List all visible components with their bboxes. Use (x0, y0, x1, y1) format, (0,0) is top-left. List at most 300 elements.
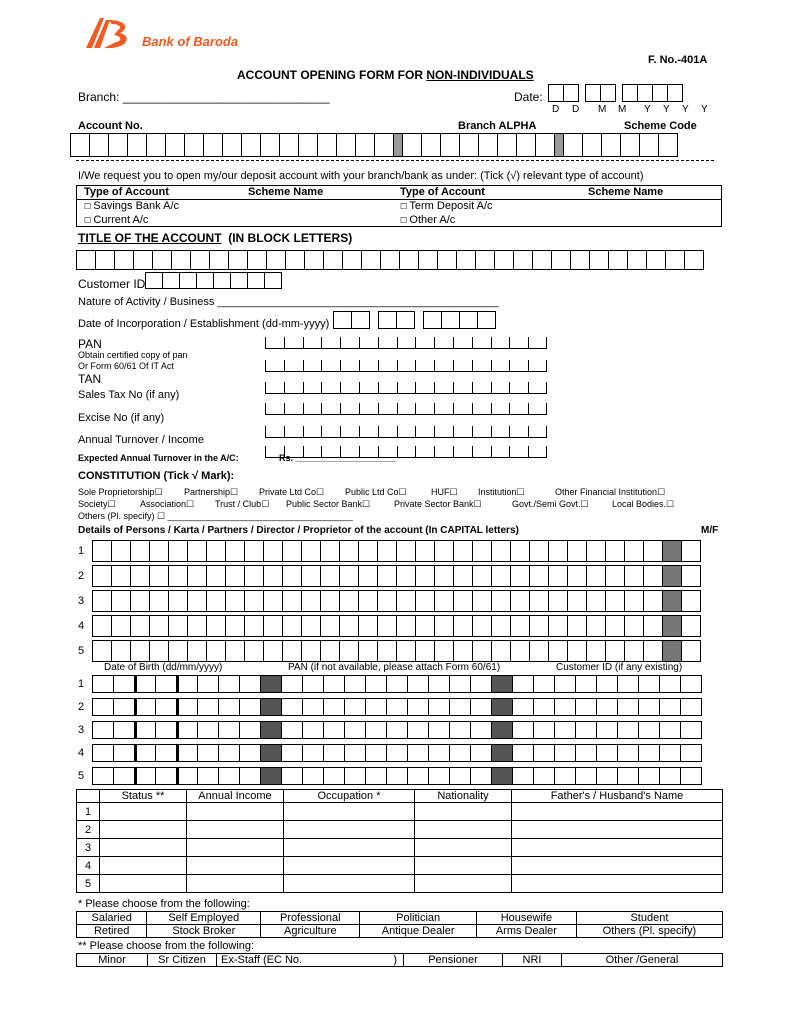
input-box[interactable] (681, 640, 701, 662)
input-box[interactable] (155, 675, 177, 693)
input-box[interactable] (680, 721, 702, 739)
input-box[interactable] (624, 565, 644, 587)
input-box[interactable] (434, 640, 454, 662)
input-box[interactable] (358, 640, 378, 662)
input-box[interactable] (680, 767, 702, 785)
input-box[interactable] (206, 540, 226, 562)
input-box[interactable] (658, 133, 678, 157)
input-box[interactable] (407, 744, 429, 762)
input-box[interactable] (239, 675, 261, 693)
input-box[interactable] (130, 565, 150, 587)
dob-pan-custid-row[interactable] (92, 675, 701, 693)
input-box[interactable] (344, 767, 366, 785)
input-box[interactable] (510, 540, 530, 562)
input-box[interactable] (434, 565, 454, 587)
input-box[interactable] (608, 250, 628, 270)
input-box[interactable] (365, 767, 387, 785)
input-box[interactable] (415, 615, 435, 637)
input-box[interactable] (203, 133, 223, 157)
input-box[interactable] (472, 540, 492, 562)
input-box[interactable] (662, 590, 682, 612)
input-box[interactable] (247, 272, 265, 289)
dob-pan-custid-row[interactable] (92, 698, 701, 716)
input-box[interactable] (510, 615, 530, 637)
const-private-ltd[interactable]: Private Ltd Co☐ (259, 487, 325, 497)
input-box[interactable] (624, 640, 644, 662)
input-box[interactable] (453, 565, 473, 587)
input-box[interactable] (282, 565, 302, 587)
input-box[interactable] (681, 540, 701, 562)
input-box[interactable] (567, 565, 587, 587)
input-box[interactable] (529, 540, 549, 562)
input-box[interactable] (222, 133, 242, 157)
input-box[interactable] (184, 133, 204, 157)
input-box[interactable] (282, 590, 302, 612)
input-box[interactable] (179, 272, 197, 289)
input-box[interactable] (323, 721, 345, 739)
const-huf[interactable]: HUF☐ (431, 487, 458, 497)
input-box[interactable] (453, 540, 473, 562)
input-box[interactable] (302, 721, 324, 739)
input-box[interactable] (449, 767, 471, 785)
input-box[interactable] (130, 590, 150, 612)
input-box[interactable] (168, 590, 188, 612)
input-box[interactable] (567, 590, 587, 612)
dob-pan-custid-row[interactable] (92, 767, 701, 785)
const-govt[interactable]: Govt./Semi Govt.☐ (512, 499, 589, 509)
input-box[interactable] (225, 540, 245, 562)
input-box[interactable] (386, 744, 408, 762)
input-box[interactable] (638, 744, 660, 762)
input-box[interactable] (134, 767, 156, 785)
input-box[interactable] (263, 615, 283, 637)
input-box[interactable] (440, 133, 460, 157)
input-box[interactable] (624, 615, 644, 637)
const-trust[interactable]: Trust / Club☐ (215, 499, 270, 509)
input-box[interactable] (386, 767, 408, 785)
const-private-bank[interactable]: Private Sector Bank☐ (394, 499, 482, 509)
input-box[interactable] (92, 615, 112, 637)
const-other-fi[interactable]: Other Financial Institution☐ (555, 487, 666, 497)
input-box[interactable] (548, 540, 568, 562)
input-box[interactable] (470, 744, 492, 762)
input-box[interactable] (470, 698, 492, 716)
input-box[interactable] (533, 721, 555, 739)
input-box[interactable] (206, 590, 226, 612)
date-box[interactable] (622, 84, 638, 102)
input-box[interactable] (323, 767, 345, 785)
input-box[interactable] (239, 698, 261, 716)
input-box[interactable] (529, 615, 549, 637)
input-box[interactable] (113, 698, 135, 716)
input-box[interactable] (396, 590, 416, 612)
input-box[interactable] (168, 540, 188, 562)
input-box[interactable] (176, 675, 198, 693)
date-box[interactable] (563, 84, 579, 102)
input-box[interactable] (260, 675, 282, 693)
input-box[interactable] (304, 250, 324, 270)
input-box[interactable] (512, 744, 534, 762)
input-box[interactable] (279, 133, 299, 157)
input-box[interactable] (134, 675, 156, 693)
input-box[interactable] (428, 744, 450, 762)
input-box[interactable] (377, 615, 397, 637)
input-box[interactable] (601, 133, 621, 157)
input-box[interactable] (453, 590, 473, 612)
input-box[interactable] (344, 744, 366, 762)
input-box[interactable] (396, 540, 416, 562)
input-box[interactable] (596, 698, 618, 716)
input-box[interactable] (130, 640, 150, 662)
input-box[interactable] (149, 590, 169, 612)
title-boxes[interactable] (76, 250, 703, 270)
input-box[interactable] (155, 698, 177, 716)
input-box[interactable] (339, 640, 359, 662)
input-box[interactable] (260, 133, 280, 157)
input-box[interactable] (244, 615, 264, 637)
input-box[interactable] (567, 615, 587, 637)
input-box[interactable] (225, 565, 245, 587)
input-box[interactable] (377, 640, 397, 662)
input-box[interactable] (301, 565, 321, 587)
input-box[interactable] (133, 250, 153, 270)
input-box[interactable] (475, 250, 495, 270)
input-box[interactable] (662, 540, 682, 562)
input-box[interactable] (510, 565, 530, 587)
input-box[interactable] (196, 272, 214, 289)
input-box[interactable] (472, 590, 492, 612)
input-box[interactable] (301, 615, 321, 637)
input-box[interactable] (111, 615, 131, 637)
input-box[interactable] (244, 640, 264, 662)
input-box[interactable] (596, 767, 618, 785)
person-name-row[interactable] (92, 590, 700, 612)
input-box[interactable] (358, 565, 378, 587)
input-box[interactable] (659, 767, 681, 785)
input-box[interactable] (380, 250, 400, 270)
input-box[interactable] (567, 640, 587, 662)
input-box[interactable] (113, 675, 135, 693)
input-box[interactable] (344, 721, 366, 739)
input-box[interactable] (643, 590, 663, 612)
input-box[interactable] (396, 640, 416, 662)
input-box[interactable] (638, 767, 660, 785)
input-box[interactable] (386, 698, 408, 716)
input-box[interactable] (281, 767, 303, 785)
input-box[interactable] (320, 540, 340, 562)
constitution-others[interactable]: Others (Pl. specify) ☐ _____________________________________ (78, 511, 353, 521)
input-box[interactable] (586, 565, 606, 587)
input-box[interactable] (491, 744, 513, 762)
input-box[interactable] (218, 721, 240, 739)
input-box[interactable] (529, 565, 549, 587)
input-box[interactable] (358, 615, 378, 637)
input-box[interactable] (377, 540, 397, 562)
input-box[interactable] (241, 133, 261, 157)
input-box[interactable] (533, 698, 555, 716)
input-box[interactable] (176, 767, 198, 785)
input-box[interactable] (218, 744, 240, 762)
input-box[interactable] (114, 250, 134, 270)
input-box[interactable] (168, 640, 188, 662)
input-box[interactable] (512, 767, 534, 785)
input-box[interactable] (111, 640, 131, 662)
input-box[interactable] (605, 615, 625, 637)
tan-tick-field-2[interactable] (265, 382, 547, 394)
input-box[interactable] (428, 698, 450, 716)
input-box[interactable] (92, 698, 114, 716)
input-box[interactable] (548, 615, 568, 637)
input-box[interactable] (386, 675, 408, 693)
input-box[interactable] (570, 250, 590, 270)
input-box[interactable] (415, 565, 435, 587)
input-box[interactable] (407, 675, 429, 693)
term-deposit-option[interactable]: ☐ Term Deposit A/c (400, 200, 493, 212)
input-box[interactable] (127, 133, 147, 157)
input-box[interactable] (70, 133, 90, 157)
input-box[interactable] (428, 721, 450, 739)
input-box[interactable] (92, 767, 114, 785)
date-box[interactable] (548, 84, 564, 102)
input-box[interactable] (113, 767, 135, 785)
input-box[interactable] (282, 615, 302, 637)
input-box[interactable] (617, 675, 639, 693)
input-box[interactable] (145, 272, 163, 289)
input-box[interactable] (575, 744, 597, 762)
input-box[interactable] (281, 721, 303, 739)
input-box[interactable] (510, 640, 530, 662)
input-box[interactable] (662, 565, 682, 587)
input-box[interactable] (197, 767, 219, 785)
input-box[interactable] (617, 744, 639, 762)
input-box[interactable] (92, 744, 114, 762)
input-box[interactable] (681, 615, 701, 637)
input-box[interactable] (605, 640, 625, 662)
input-box[interactable] (491, 540, 511, 562)
input-box[interactable] (155, 767, 177, 785)
input-box[interactable] (239, 744, 261, 762)
input-box[interactable] (532, 250, 552, 270)
input-box[interactable] (596, 675, 618, 693)
person-name-row[interactable] (92, 540, 700, 562)
input-box[interactable] (155, 744, 177, 762)
input-box[interactable] (187, 565, 207, 587)
input-box[interactable] (533, 767, 555, 785)
input-box[interactable] (239, 721, 261, 739)
savings-option[interactable]: ☐ Savings Bank A/c (84, 200, 180, 212)
input-box[interactable] (491, 640, 511, 662)
input-box[interactable] (638, 698, 660, 716)
input-box[interactable] (659, 675, 681, 693)
input-box[interactable] (111, 565, 131, 587)
input-box[interactable] (206, 640, 226, 662)
input-box[interactable] (111, 590, 131, 612)
input-box[interactable] (197, 721, 219, 739)
input-box[interactable] (365, 698, 387, 716)
input-box[interactable] (323, 698, 345, 716)
input-box[interactable] (377, 590, 397, 612)
current-option[interactable]: ☐ Current A/c (84, 214, 149, 226)
input-box[interactable] (209, 250, 229, 270)
input-box[interactable] (575, 675, 597, 693)
input-box[interactable] (89, 133, 109, 157)
input-box[interactable] (149, 615, 169, 637)
input-box[interactable] (575, 767, 597, 785)
input-box[interactable] (605, 540, 625, 562)
input-box[interactable] (680, 744, 702, 762)
input-box[interactable] (108, 133, 128, 157)
input-box[interactable] (339, 615, 359, 637)
input-box[interactable] (320, 590, 340, 612)
input-box[interactable] (586, 590, 606, 612)
input-box[interactable] (134, 744, 156, 762)
input-box[interactable] (206, 615, 226, 637)
input-box[interactable] (302, 698, 324, 716)
date-box[interactable] (585, 84, 601, 102)
input-box[interactable] (491, 565, 511, 587)
input-box[interactable] (516, 133, 536, 157)
input-box[interactable] (449, 675, 471, 693)
input-box[interactable] (187, 590, 207, 612)
input-box[interactable] (437, 250, 457, 270)
input-box[interactable] (510, 590, 530, 612)
input-box[interactable] (449, 721, 471, 739)
input-box[interactable] (263, 640, 283, 662)
const-association[interactable]: Association☐ (140, 499, 195, 509)
input-box[interactable] (434, 590, 454, 612)
input-box[interactable] (355, 133, 375, 157)
input-box[interactable] (497, 133, 517, 157)
input-box[interactable] (472, 565, 492, 587)
input-box[interactable] (92, 721, 114, 739)
input-box[interactable] (218, 675, 240, 693)
input-box[interactable] (377, 565, 397, 587)
date-box[interactable] (652, 84, 668, 102)
input-box[interactable] (92, 565, 112, 587)
input-box[interactable] (567, 540, 587, 562)
input-box[interactable] (575, 698, 597, 716)
const-institution[interactable]: Institution☐ (478, 487, 525, 497)
input-box[interactable] (339, 540, 359, 562)
input-box[interactable] (449, 698, 471, 716)
input-box[interactable] (680, 675, 702, 693)
input-box[interactable] (92, 590, 112, 612)
input-box[interactable] (627, 250, 647, 270)
input-box[interactable] (282, 640, 302, 662)
input-box[interactable] (244, 540, 264, 562)
input-box[interactable] (130, 540, 150, 562)
input-box[interactable] (472, 615, 492, 637)
input-box[interactable] (176, 698, 198, 716)
input-box[interactable] (399, 250, 419, 270)
input-box[interactable] (281, 675, 303, 693)
input-box[interactable] (575, 721, 597, 739)
input-box[interactable] (298, 133, 318, 157)
input-box[interactable] (206, 565, 226, 587)
input-box[interactable] (302, 767, 324, 785)
input-box[interactable] (113, 721, 135, 739)
input-box[interactable] (680, 698, 702, 716)
input-box[interactable] (434, 540, 454, 562)
input-box[interactable] (134, 721, 156, 739)
input-box[interactable] (513, 250, 533, 270)
input-box[interactable] (244, 590, 264, 612)
input-box[interactable] (428, 767, 450, 785)
input-box[interactable] (535, 133, 555, 157)
input-box[interactable] (176, 744, 198, 762)
input-box[interactable] (130, 615, 150, 637)
const-public-ltd[interactable]: Public Ltd Co☐ (345, 487, 407, 497)
input-box[interactable] (512, 675, 534, 693)
input-box[interactable] (554, 744, 576, 762)
input-box[interactable] (617, 767, 639, 785)
input-box[interactable] (263, 565, 283, 587)
dob-pan-custid-row[interactable] (92, 721, 701, 739)
input-box[interactable] (111, 540, 131, 562)
input-box[interactable] (149, 565, 169, 587)
input-box[interactable] (266, 250, 286, 270)
other-option[interactable]: ☐ Other A/c (400, 214, 456, 226)
const-partnership[interactable]: Partnership☐ (184, 487, 239, 497)
input-box[interactable] (301, 590, 321, 612)
input-box[interactable] (344, 698, 366, 716)
input-box[interactable] (134, 698, 156, 716)
input-box[interactable] (548, 590, 568, 612)
input-box[interactable] (512, 698, 534, 716)
input-box[interactable] (197, 698, 219, 716)
input-box[interactable] (684, 250, 704, 270)
input-box[interactable] (624, 540, 644, 562)
input-box[interactable] (281, 744, 303, 762)
input-box[interactable] (225, 590, 245, 612)
input-box[interactable] (586, 640, 606, 662)
input-box[interactable] (323, 250, 343, 270)
input-box[interactable] (617, 721, 639, 739)
sales-tax-tick-field[interactable] (265, 403, 547, 415)
input-box[interactable] (407, 698, 429, 716)
input-box[interactable] (361, 250, 381, 270)
input-box[interactable] (472, 640, 492, 662)
input-box[interactable] (260, 767, 282, 785)
input-box[interactable] (586, 540, 606, 562)
input-box[interactable] (533, 675, 555, 693)
input-box[interactable] (301, 640, 321, 662)
input-box[interactable] (149, 640, 169, 662)
input-box[interactable] (386, 721, 408, 739)
input-box[interactable] (228, 250, 248, 270)
input-box[interactable] (415, 590, 435, 612)
input-box[interactable] (548, 640, 568, 662)
input-box[interactable] (396, 615, 416, 637)
input-box[interactable] (554, 675, 576, 693)
input-box[interactable] (624, 590, 644, 612)
input-box[interactable] (247, 250, 267, 270)
input-box[interactable] (260, 744, 282, 762)
input-box[interactable] (554, 721, 576, 739)
input-box[interactable] (92, 640, 112, 662)
input-box[interactable] (617, 698, 639, 716)
input-box[interactable] (187, 540, 207, 562)
input-box[interactable] (596, 744, 618, 762)
input-box[interactable] (317, 133, 337, 157)
pan-tick-field[interactable] (265, 337, 547, 349)
input-box[interactable] (529, 640, 549, 662)
input-box[interactable] (339, 565, 359, 587)
input-box[interactable] (470, 767, 492, 785)
excise-tick-field[interactable] (265, 426, 547, 438)
input-box[interactable] (213, 272, 231, 289)
input-box[interactable] (336, 133, 356, 157)
